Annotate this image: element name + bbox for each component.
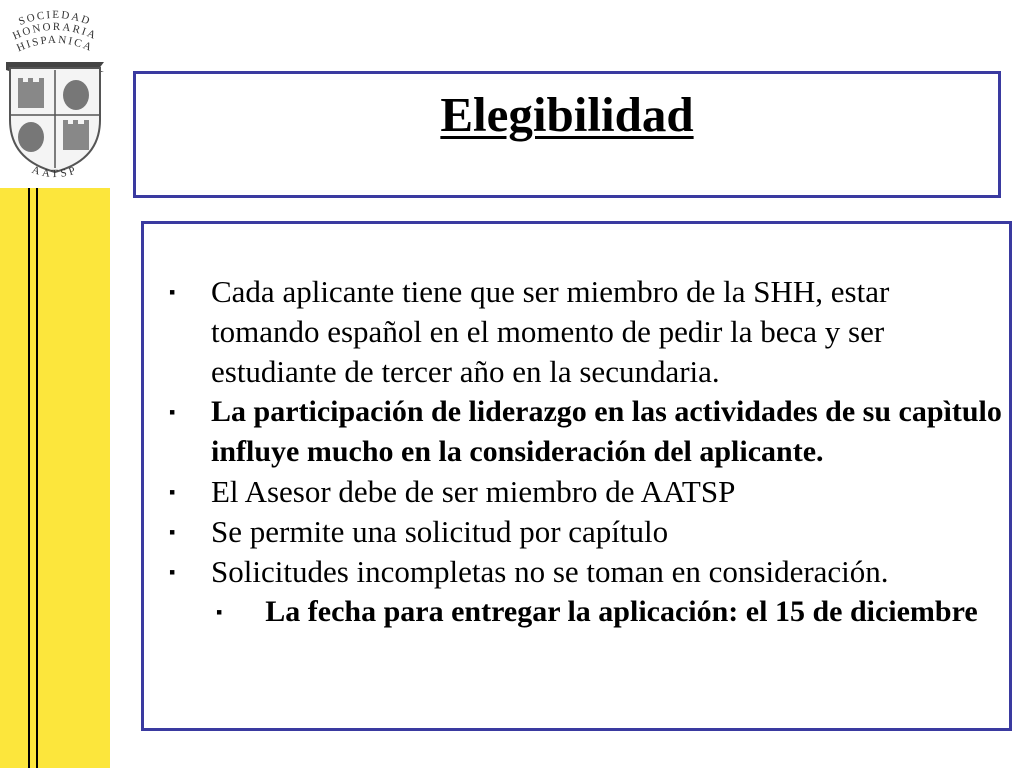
slide-title: Elegibilidad — [440, 87, 694, 142]
shield-crest-icon — [0, 0, 110, 188]
bullet-square-icon: ▪ — [169, 522, 176, 542]
logo-text-aatsp: AATSP — [30, 163, 80, 181]
bullet-advisor — [164, 472, 1004, 512]
bullet-text: La participación de liderazgo en las actividades de su capìtulo influye mucho en la consideración del aplicante. — [211, 395, 1002, 468]
bullet-incomplete — [164, 552, 1004, 592]
bullet-text: Cada aplicante tiene que ser miembro de la SHH, estar tomando español en el momento de pedir la beca y ser estudiante de tercer año en la secundaria. — [211, 274, 890, 389]
bullet-leadership — [164, 392, 1004, 472]
bullet-text: Solicitudes incompletas no se toman en consideración. — [211, 554, 889, 589]
logo-text-hispanica: HISPANICA — [14, 33, 96, 55]
logo-text-honoraria: HONORARIA — [10, 20, 100, 43]
logo-text-sociedad: SOCIEDAD — [16, 8, 93, 28]
sidebar-line-left — [28, 185, 30, 768]
bullet-membership — [164, 272, 1004, 392]
bullet-square-icon: ▪ — [169, 402, 176, 422]
bullet-text: Se permite una solicitud por capítulo — [211, 514, 669, 549]
bullet-square-icon: ▪ — [169, 482, 176, 502]
sidebar-line-right — [36, 185, 38, 768]
bullet-square-icon: ▪ — [216, 602, 223, 622]
bullet-deadline — [164, 592, 1004, 632]
bullet-square-icon: ▪ — [169, 282, 176, 302]
bullet-text: La fecha para entregar la aplicación: el 15 de diciembre — [265, 595, 978, 628]
bullet-text: El Asesor debe de ser miembro de AATSP — [211, 474, 736, 509]
bullet-square-icon: ▪ — [169, 562, 176, 582]
bullet-list — [164, 272, 1004, 632]
title-box — [133, 71, 1001, 198]
bullet-one-application — [164, 512, 1004, 552]
content-box — [141, 221, 1012, 731]
society-logo — [0, 0, 110, 188]
